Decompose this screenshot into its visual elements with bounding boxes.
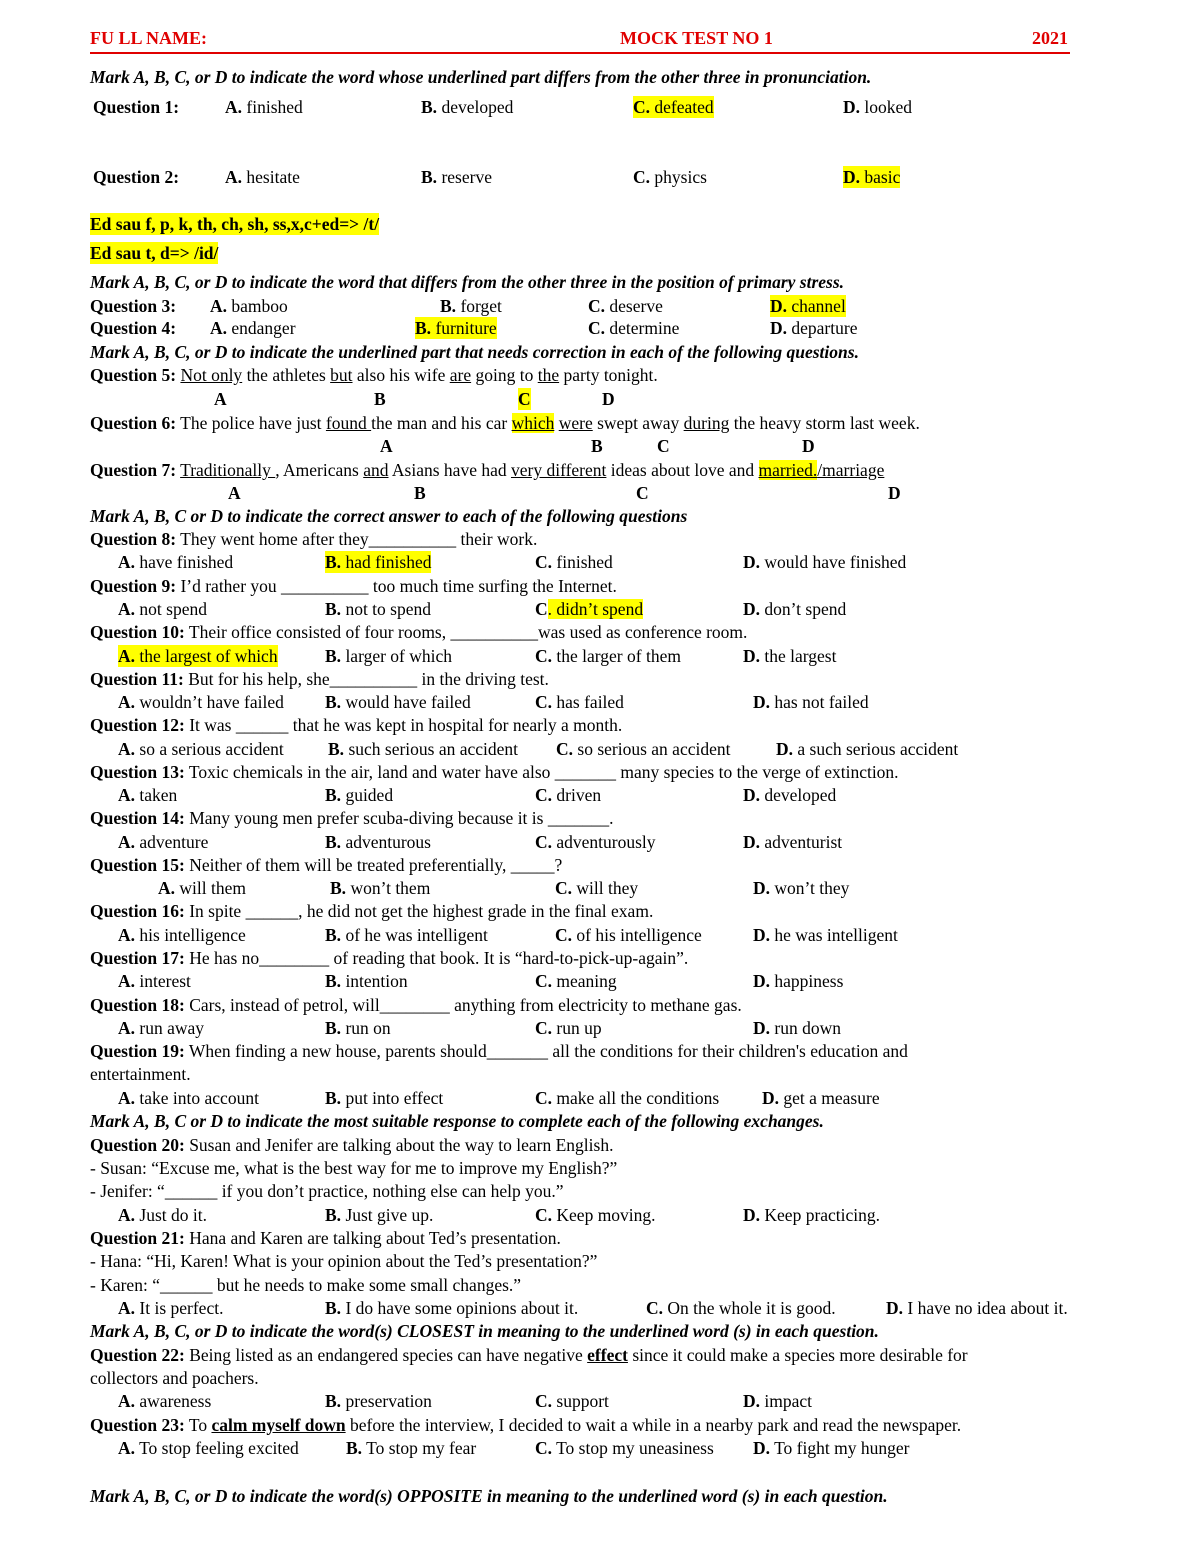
option-d-answer: D. channel — [770, 296, 846, 316]
option-d: D. run down — [753, 1018, 841, 1038]
option-c: C. so serious an accident — [556, 739, 731, 759]
option-a: A. take into account — [118, 1088, 259, 1108]
question-5: Question 5: Not only the athletes but also his wife are going to the party tonight. — [90, 365, 658, 385]
option-a: A. will them — [158, 878, 246, 898]
option-c: C. determine — [588, 318, 680, 338]
option-c: C. has failed — [535, 692, 624, 712]
instruction-response: Mark A, B, C or D to indicate the most suitable response to complete each of the following exchanges. — [90, 1111, 824, 1131]
question-19: Question 19: When finding a new house, parents should_______ all the conditions for their children's education and — [90, 1041, 908, 1061]
option-b: B. To stop my fear — [346, 1438, 477, 1458]
question-18: Question 18: Cars, instead of petrol, will________ anything from electricity to methane gas. — [90, 995, 742, 1015]
option-c: C. driven — [535, 785, 602, 805]
question-22: Question 22: Being listed as an endangered species can have negative effect since it could make a species more desirable for — [90, 1345, 968, 1365]
option-a: A. awareness — [118, 1391, 212, 1411]
option-a: A. endanger — [210, 318, 296, 338]
q5-letter-b: B — [374, 389, 386, 409]
option-c: C. will they — [555, 878, 639, 898]
option-a: A. not spend — [118, 599, 207, 619]
option-d: D. don’t spend — [743, 599, 847, 619]
question-8: Question 8: They went home after they__________ their work. — [90, 529, 538, 549]
option-b: B. preservation — [325, 1391, 432, 1411]
option-b: B. reserve — [421, 167, 492, 187]
option-b: B. of he was intelligent — [325, 925, 488, 945]
option-d: D. the largest — [743, 646, 837, 666]
option-d: D. would have finished — [743, 552, 907, 572]
full-name-label: FU LL NAME: — [90, 28, 207, 48]
page-header — [90, 28, 1070, 54]
instruction-opposite: Mark A, B, C, or D to indicate the word(s) OPPOSITE in meaning to the underlined word (s) in each question. — [90, 1486, 888, 1506]
question-22-continued: collectors and poachers. — [90, 1368, 259, 1388]
option-c: C. finished — [535, 552, 613, 572]
option-a: A. run away — [118, 1018, 205, 1038]
q6-letter-a: A — [380, 436, 393, 456]
option-d: D. get a measure — [762, 1088, 880, 1108]
instruction-closest: Mark A, B, C, or D to indicate the word(s) CLOSEST in meaning to the underlined word (s) in each question. — [90, 1321, 879, 1341]
option-c: C. adventurously — [535, 832, 656, 852]
q5-letter-a: A — [214, 389, 227, 409]
option-b: B. forget — [440, 296, 502, 316]
option-c: C. To stop my uneasiness — [535, 1438, 714, 1458]
question-19-continued: entertainment. — [90, 1064, 191, 1084]
question-20: Question 20: Susan and Jenifer are talking about the way to learn English. — [90, 1135, 614, 1155]
question-10: Question 10: Their office consisted of four rooms, __________was used as conference room. — [90, 622, 748, 642]
option-c: C. deserve — [588, 296, 663, 316]
option-a: A. It is perfect. — [118, 1298, 224, 1318]
option-d: D. won’t they — [753, 878, 850, 898]
option-b-answer: B. furniture — [415, 318, 497, 338]
option-a: A. have finished — [118, 552, 234, 572]
option-b: B. larger of which — [325, 646, 453, 666]
option-c-answer: C. defeated — [633, 97, 714, 117]
q7-letter-b: B — [414, 483, 426, 503]
question-21: Question 21: Hana and Karen are talking about Ted’s presentation. — [90, 1228, 561, 1248]
option-b: B. guided — [325, 785, 394, 805]
question-13: Question 13: Toxic chemicals in the air, land and water have also _______ many species to the verge of extinction. — [90, 762, 899, 782]
question-6: Question 6: The police have just found the man and his car which were swept away during the heavy storm last week. — [90, 413, 920, 433]
option-d: D. developed — [743, 785, 837, 805]
option-a: A. Just do it. — [118, 1205, 207, 1225]
option-a: A. finished — [225, 97, 303, 117]
option-c-answer: C. didn’t spend — [535, 599, 644, 619]
option-c: C. run up — [535, 1018, 602, 1038]
q20-dialogue-2: - Jenifer: “______ if you don’t practice, nothing else can help you.” — [90, 1181, 564, 1201]
q6-letter-c: C — [657, 436, 670, 456]
option-b-answer: B. had finished — [325, 552, 432, 572]
q7-letter-d: D — [888, 483, 901, 503]
option-a: A. his intelligence — [118, 925, 246, 945]
instruction-correction: Mark A, B, C, or D to indicate the underlined part that needs correction in each of the following questions. — [90, 342, 859, 362]
option-d-answer: D. basic — [843, 167, 901, 187]
option-b: B. such serious an accident — [328, 739, 519, 759]
question-16: Question 16: In spite ______, he did not get the highest grade in the final exam. — [90, 901, 654, 921]
option-d: D. adventurist — [743, 832, 843, 852]
question-label: Question 3: — [90, 296, 177, 316]
question-23: Question 23: To calm myself down before the interview, I decided to wait a while in a nearby park and read the newspaper. — [90, 1415, 962, 1435]
option-a: A. interest — [118, 971, 191, 991]
q6-letter-b: B — [591, 436, 603, 456]
page-title: MOCK TEST NO 1 — [620, 28, 773, 48]
option-a: A. adventure — [118, 832, 209, 852]
question-9: Question 9: I’d rather you __________ too much time surfing the Internet. — [90, 576, 617, 596]
option-c: C. of his intelligence — [555, 925, 702, 945]
option-c: C. make all the conditions — [535, 1088, 720, 1108]
note-ed-t: Ed sau f, p, k, th, ch, sh, ss,x,c+ed=> /t/ — [90, 214, 380, 234]
option-d: D. looked — [843, 97, 913, 117]
option-d: D. I have no idea about it. — [886, 1298, 1068, 1318]
question-label: Question 1: — [93, 97, 180, 117]
note-ed-id: Ed sau t, d=> /id/ — [90, 243, 219, 263]
option-d: D. has not failed — [753, 692, 869, 712]
option-b: B. adventurous — [325, 832, 431, 852]
instruction-stress: Mark A, B, C, or D to indicate the word that differs from the other three in the position of primary stress. — [90, 272, 845, 292]
option-b: B. I do have some opinions about it. — [325, 1298, 579, 1318]
option-a-answer: A. the largest of which — [118, 646, 278, 666]
question-label: Question 2: — [93, 167, 180, 187]
instruction-pronunciation: Mark A, B, C, or D to indicate the word whose underlined part differs from the other three in pronunciation. — [90, 67, 872, 87]
q20-dialogue-1: - Susan: “Excuse me, what is the best way for me to improve my English?” — [90, 1158, 618, 1178]
q7-letter-c: C — [636, 483, 649, 503]
q21-dialogue-1: - Hana: “Hi, Karen! What is your opinion about the Ted’s presentation?” — [90, 1251, 598, 1271]
option-b: B. would have failed — [325, 692, 471, 712]
option-d: D. a such serious accident — [776, 739, 959, 759]
option-a: A. so a serious accident — [118, 739, 284, 759]
option-a: A. bamboo — [210, 296, 288, 316]
option-b: B. not to spend — [325, 599, 431, 619]
option-c: C. Keep moving. — [535, 1205, 656, 1225]
option-c: C. meaning — [535, 971, 617, 991]
q21-dialogue-2: - Karen: “______ but he needs to make some small changes.” — [90, 1275, 522, 1295]
option-d: D. To fight my hunger — [753, 1438, 910, 1458]
q5-letter-d: D — [602, 389, 615, 409]
question-15: Question 15: Neither of them will be treated preferentially, _____? — [90, 855, 563, 875]
q6-letter-d: D — [802, 436, 815, 456]
option-c: C. support — [535, 1391, 609, 1411]
option-b: B. Just give up. — [325, 1205, 434, 1225]
year: 2021 — [1032, 28, 1068, 48]
option-b: B. won’t them — [330, 878, 431, 898]
instruction-correct-answer: Mark A, B, C or D to indicate the correct answer to each of the following questions — [90, 506, 688, 526]
question-label: Question 4: — [90, 318, 177, 338]
q7-letter-a: A — [228, 483, 241, 503]
option-c: C. On the whole it is good. — [646, 1298, 836, 1318]
option-a: A. wouldn’t have failed — [118, 692, 284, 712]
option-d: D. he was intelligent — [753, 925, 898, 945]
option-a: A. taken — [118, 785, 178, 805]
option-d: D. Keep practicing. — [743, 1205, 881, 1225]
option-a: A. To stop feeling excited — [118, 1438, 299, 1458]
option-b: B. run on — [325, 1018, 391, 1038]
question-14: Question 14: Many young men prefer scuba-diving because it is _______. — [90, 808, 614, 828]
question-11: Question 11: But for his help, she__________ in the driving test. — [90, 669, 549, 689]
question-17: Question 17: He has no________ of reading that book. It is “hard-to-pick-up-again”. — [90, 948, 689, 968]
option-d: D. happiness — [753, 971, 844, 991]
option-b: B. intention — [325, 971, 408, 991]
option-d: D. impact — [743, 1391, 813, 1411]
question-12: Question 12: It was ______ that he was kept in hospital for nearly a month. — [90, 715, 623, 735]
question-7: Question 7: Traditionally , Americans and Asians have had very different ideas about love and married./marriage — [90, 460, 885, 480]
q5-letter-c-answer: C — [518, 389, 531, 409]
option-b: B. put into effect — [325, 1088, 444, 1108]
option-d: D. departure — [770, 318, 858, 338]
option-c: C. physics — [633, 167, 707, 187]
option-a: A. hesitate — [225, 167, 300, 187]
option-c: C. the larger of them — [535, 646, 681, 666]
option-b: B. developed — [421, 97, 514, 117]
